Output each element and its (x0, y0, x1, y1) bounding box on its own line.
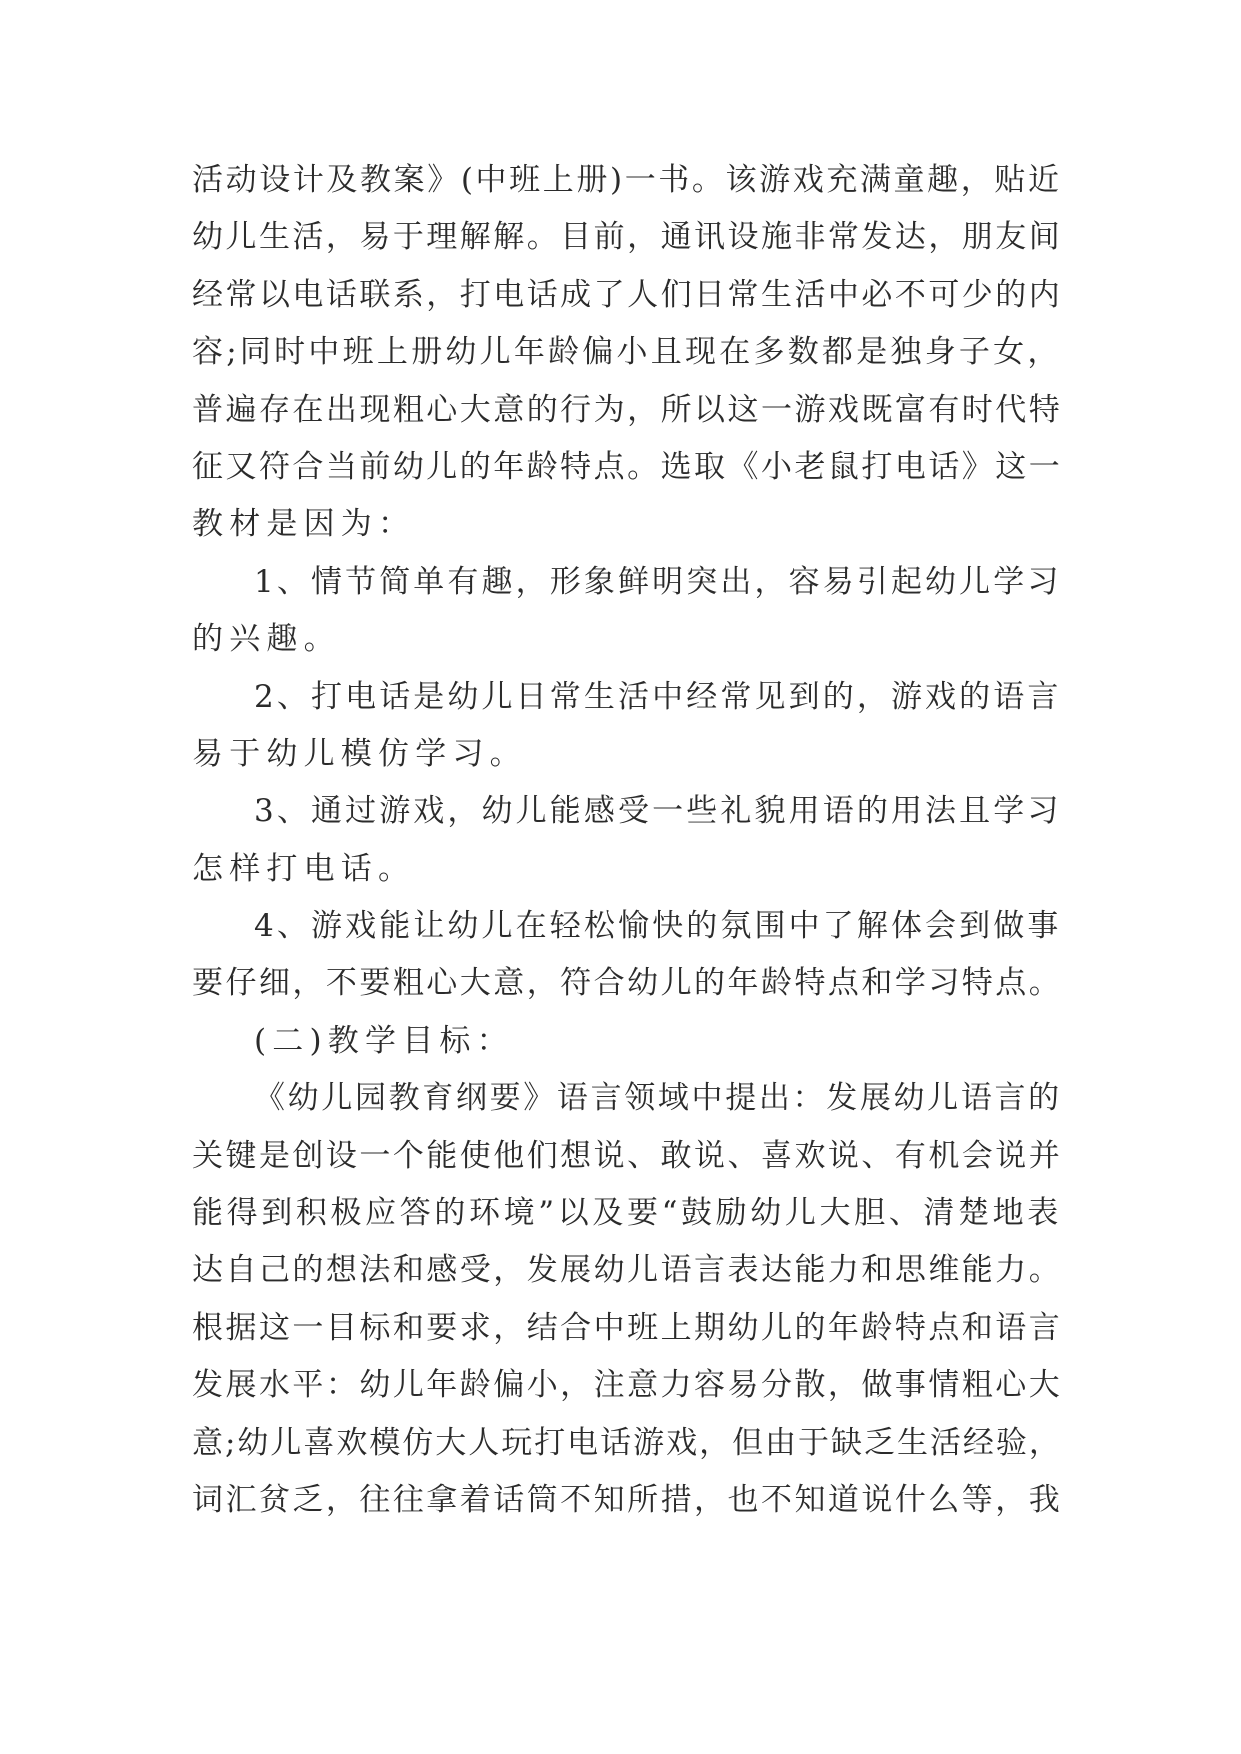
document-body (192, 152, 1063, 1529)
text-line: 4、游戏能让幼儿在轻松愉快的氛围中了解体会到做事 (254, 908, 1062, 945)
text-line: 1、情节简单有趣，形象鲜明突出，容易引起幼儿学习 (254, 563, 1062, 600)
text-line: 关键是创设一个能使他们想说、敢说、喜欢说、有机会说并 (192, 1137, 1063, 1174)
text-line: 活动设计及教案》(中班上册)一书。该游戏充满童趣，贴近 (192, 162, 1062, 198)
text-line: 易于幼儿模仿学习。 (192, 735, 527, 772)
text-line: 经常以电话联系，打电话成了人们日常生活中必不可少的内 (192, 276, 1063, 313)
text-line: 幼儿生活，易于理解解。目前，通讯设施非常发达，朋友间 (192, 219, 1063, 256)
text-line: 根据这一目标和要求，结合中班上期幼儿的年龄特点和语言 (192, 1309, 1063, 1346)
text-line: 2、打电话是幼儿日常生活中经常见到的，游戏的语言 (254, 678, 1062, 715)
text-line: (二)教学目标： (254, 1022, 514, 1059)
text-line: 意;幼儿喜欢模仿大人玩打电话游戏，但由于缺乏生活经验， (192, 1424, 1062, 1461)
text-line: 能得到积极应答的环境”以及要“鼓励幼儿大胆、清楚地表 (192, 1195, 1062, 1232)
text-line: 教材是因为： (192, 506, 416, 543)
text-line: 3、通过游戏，幼儿能感受一些礼貌用语的用法且学习 (254, 793, 1062, 830)
text-line: 普遍存在出现粗心大意的行为，所以这一游戏既富有时代特 (192, 391, 1063, 428)
text-line: 容;同时中班上册幼儿年龄偏小且现在多数都是独身子女， (192, 334, 1062, 371)
text-line: 的兴趣。 (192, 621, 341, 658)
text-line: 达自己的想法和感受，发展幼儿语言表达能力和思维能力。 (192, 1252, 1063, 1289)
text-line: 《幼儿园教育纲要》语言领域中提出：发展幼儿语言的 (254, 1080, 1062, 1117)
text-line: 发展水平：幼儿年龄偏小，注意力容易分散，做事情粗心大 (192, 1367, 1063, 1404)
text-line: 征又符合当前幼儿的年龄特点。选取《小老鼠打电话》这一 (192, 448, 1063, 485)
text-line: 怎样打电话。 (192, 850, 416, 887)
text-line: 要仔细，不要粗心大意，符合幼儿的年龄特点和学习特点。 (192, 965, 1063, 1002)
text-line: 词汇贫乏，往往拿着话筒不知所措，也不知道说什么等，我 (192, 1481, 1063, 1518)
